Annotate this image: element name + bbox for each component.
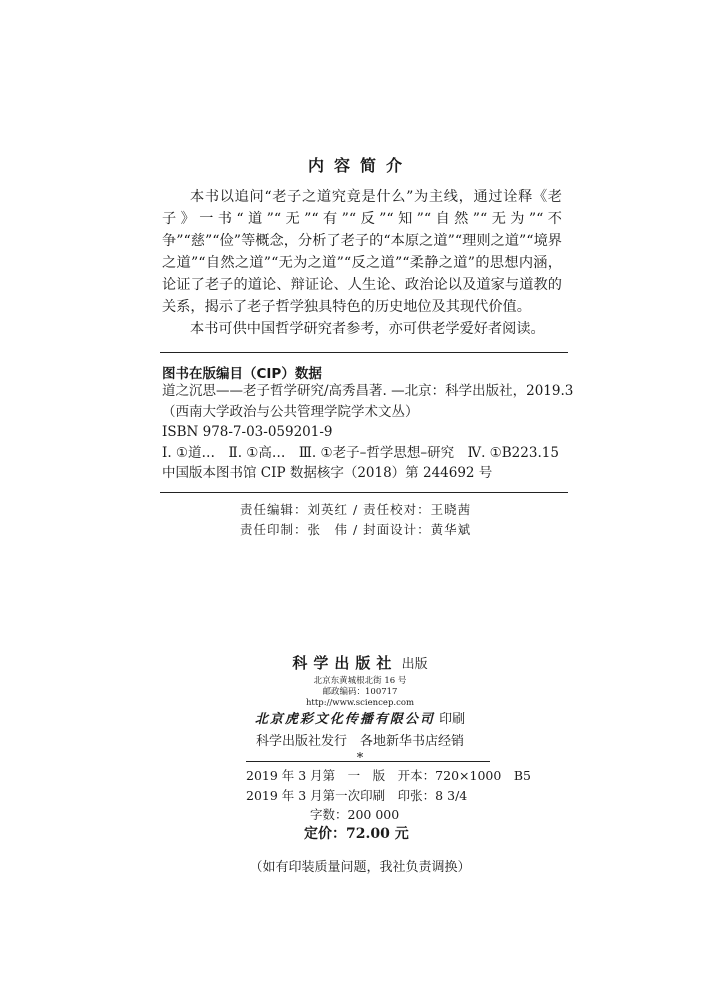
cip-line-classification: Ⅰ. ①道… Ⅱ. ①高… Ⅲ. ①老子–哲学思想–研究 Ⅳ. ①B223.15 xyxy=(162,444,559,461)
price-line: 定价：72.00 元 xyxy=(304,826,409,842)
staff-line-editor: 责任编辑：刘英红 / 责任校对：王晓茜 xyxy=(240,502,472,517)
staff-credits xyxy=(240,500,471,540)
cip-heading: 图书在版编目（CIP）数据 xyxy=(162,366,322,382)
print-suffix: 印刷 xyxy=(439,712,466,727)
separator-star: * xyxy=(356,751,364,766)
summary-paragraph-1: 本书以追问“老子之道究竟是什么”为主线，通过诠释《老子》一书“道”“无”“有”“反”“知”“自然”“无为”“不争”“慈”“俭”等概念，分析了老子的“本原之道”“理则之道”“境界之道”“自然之道”“无为之道”“反之道”“柔静之道”的思想内涵，论证了老子的道论、辩证论、人生论、政治论以及道家与道教的关系，揭示了老子哲学独具特色的历史地位及其现代价值。 xyxy=(162,189,562,315)
printer-name: 北京虎彩文化传播有限公司 xyxy=(254,712,435,727)
printing-line: 2019 年 3 月第一次印刷 印张：8 3/4 xyxy=(246,788,468,803)
publisher-name: 科学出版社 xyxy=(292,654,398,672)
summary-paragraph-2: 本书可供中国哲学研究者参考，亦可供老学爱好者阅读。 xyxy=(190,321,545,337)
publisher-postcode: 邮政编码：100717 xyxy=(322,687,398,697)
cip-line-record: 中国版本图书馆 CIP 数据核字（2018）第 244692 号 xyxy=(162,465,493,481)
cip-line-isbn: ISBN 978-7-03-059201-9 xyxy=(162,424,333,440)
summary-title: 内容简介 xyxy=(307,156,412,175)
publisher-address: 北京东黄城根北街 16 号 xyxy=(313,676,407,686)
cip-top-divider xyxy=(160,352,568,353)
cip-block xyxy=(162,381,572,484)
cip-line-series: （西南大学政治与公共管理学院学术文丛） xyxy=(162,403,419,420)
imprint-divider xyxy=(246,761,490,762)
wordcount-line: 字数：200 000 xyxy=(310,807,400,822)
staff-line-production: 责任印制：张 伟 / 封面设计：黄华斌 xyxy=(240,522,472,537)
distribution-line: 科学出版社发行 各地新华书店经销 xyxy=(255,734,464,749)
cip-bottom-divider xyxy=(160,492,568,493)
summary-body xyxy=(162,186,562,340)
edition-line: 2019 年 3 月第 一 版 开本：720×1000 B5 xyxy=(246,768,531,783)
publisher-website: http://www.sciencep.com xyxy=(305,698,415,708)
quality-note: （如有印装质量问题，我社负责调换） xyxy=(249,860,471,875)
imprint-block xyxy=(0,652,720,765)
cip-line-title: 道之沉思——老子哲学研究/高秀昌著. —北京：科学出版社，2019.3 xyxy=(162,383,574,399)
publish-suffix: 出版 xyxy=(401,657,428,672)
